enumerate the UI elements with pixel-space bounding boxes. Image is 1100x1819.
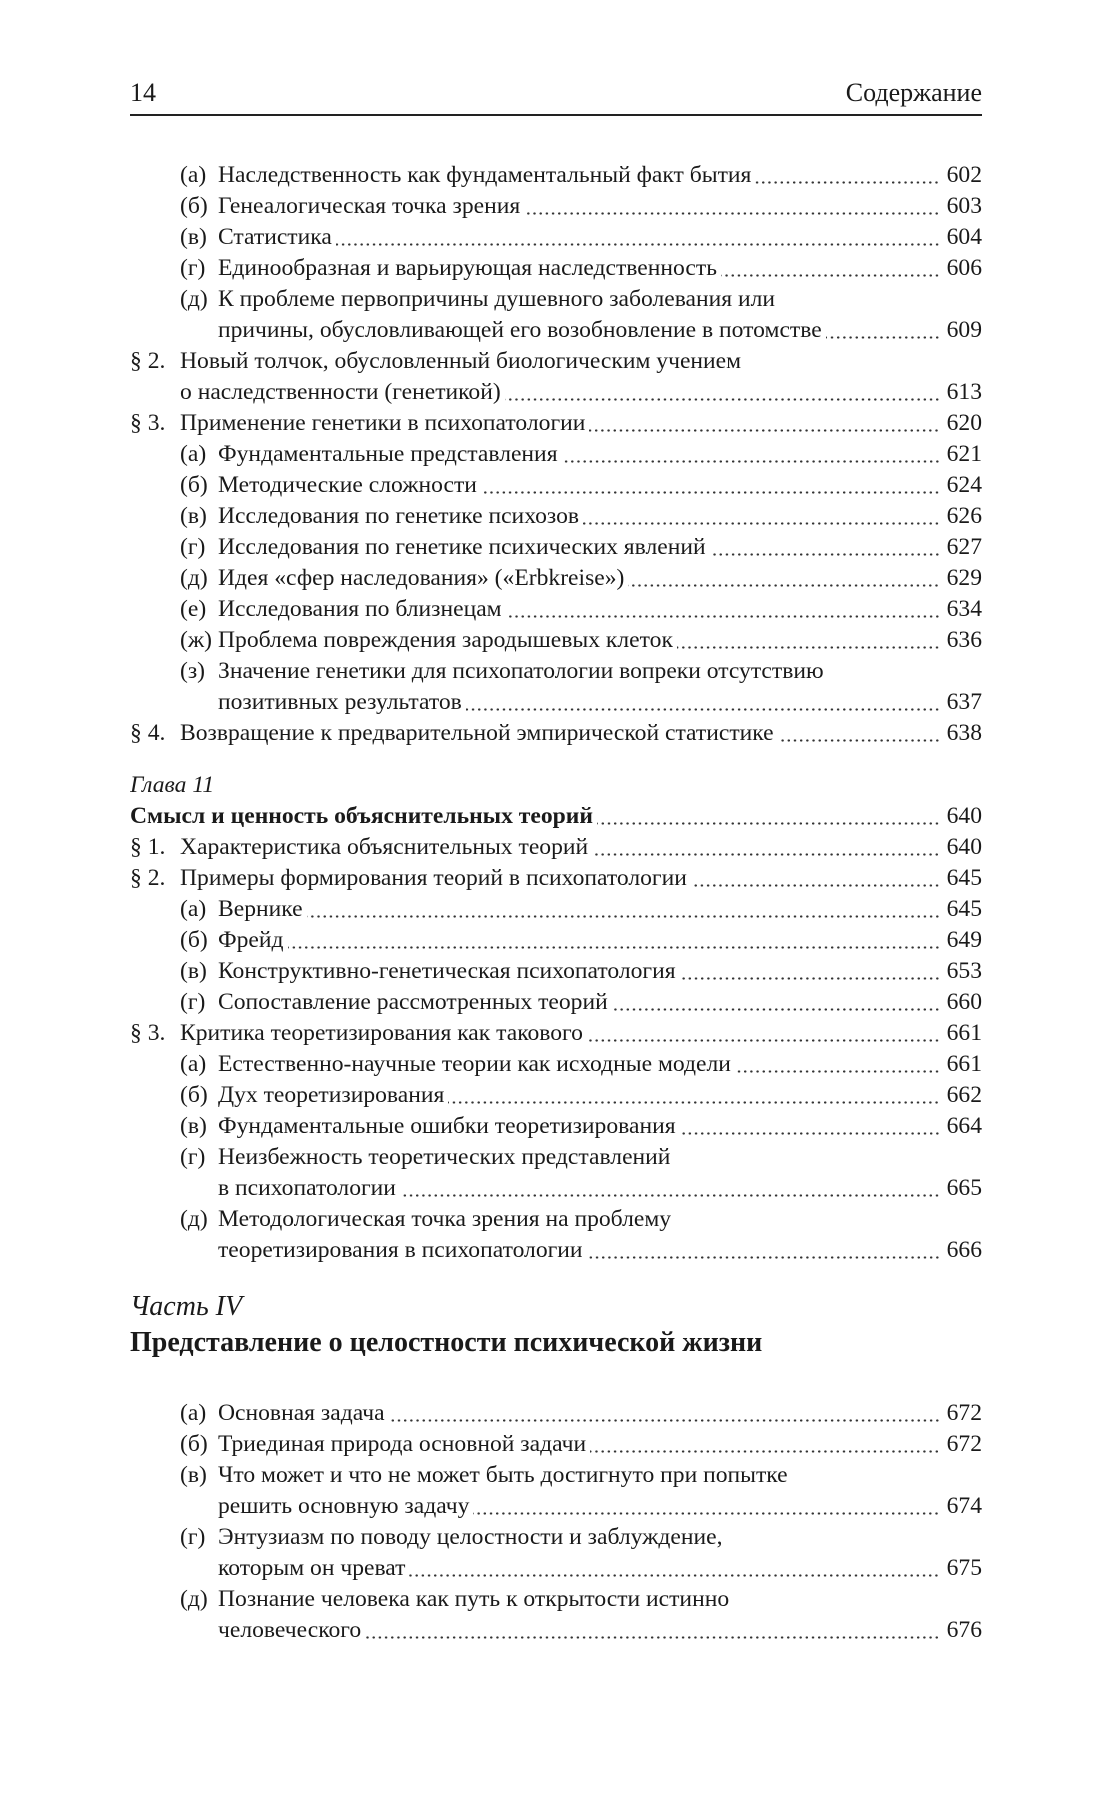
toc-section[interactable] — [130, 346, 982, 377]
toc-label: (д) — [180, 1206, 208, 1232]
toc-entry-continuation[interactable] — [130, 1615, 982, 1646]
toc-page: 604 — [946, 224, 982, 250]
toc-label: (г) — [180, 1144, 206, 1170]
toc-entry[interactable] — [130, 1204, 982, 1235]
toc-label: (а) — [180, 1051, 207, 1077]
leader-dots — [778, 739, 940, 742]
leader-dots — [589, 429, 940, 432]
toc-page: 638 — [946, 720, 982, 746]
toc-page: 674 — [946, 1493, 982, 1519]
toc-text: Проблема повреждения зародышевых клеток — [218, 627, 673, 653]
toc-entry[interactable] — [130, 625, 982, 656]
toc-label: (г) — [180, 534, 206, 560]
leader-dots — [448, 1101, 940, 1104]
chapter-title: Смысл и ценность объяснительных теорий — [130, 803, 593, 829]
leader-dots — [365, 1636, 940, 1639]
toc-text: Единообразная и варьирующая наследственность — [218, 255, 717, 281]
toc-text: Естественно-научные теории как исходные модели — [218, 1051, 731, 1077]
toc-page: 636 — [946, 627, 982, 653]
toc-entry-continuation[interactable] — [130, 687, 982, 718]
toc-label: (б) — [180, 472, 208, 498]
toc-page: 621 — [946, 441, 982, 467]
toc-text: Сопоставление рассмотренных теорий — [218, 989, 608, 1015]
toc-text: Применение генетики в психопатологии — [180, 410, 586, 436]
toc-entry[interactable] — [130, 1049, 982, 1080]
toc-entry-continuation[interactable] — [130, 1235, 982, 1266]
toc-section[interactable] — [130, 863, 982, 894]
toc-entry[interactable] — [130, 222, 982, 253]
running-title: Содержание — [845, 78, 982, 107]
toc-page: 627 — [946, 534, 982, 560]
toc-entry[interactable] — [130, 563, 982, 594]
chapter-heading: Глава 11 — [130, 772, 215, 798]
toc-page: 676 — [946, 1617, 982, 1643]
leader-dots — [680, 977, 940, 980]
toc-entry-continuation[interactable] — [130, 1491, 982, 1522]
toc-page: 675 — [946, 1555, 982, 1581]
leader-dots — [755, 181, 940, 184]
part-heading: Часть IV — [130, 1291, 243, 1322]
toc-text: Исследования по генетике психозов — [218, 503, 580, 529]
leader-dots — [336, 243, 940, 246]
toc-text: Познание человека как путь к открытости истинно — [218, 1586, 730, 1612]
toc-page: 626 — [946, 503, 982, 529]
section-label: § 3. — [130, 410, 166, 436]
toc-text: Примеры формирования теорий в психопатологии — [180, 865, 687, 891]
toc-page: 637 — [946, 689, 982, 715]
toc-entry[interactable] — [130, 987, 982, 1018]
toc-label: (б) — [180, 193, 208, 219]
toc-entry[interactable] — [130, 1080, 982, 1111]
toc-label: (е) — [180, 596, 207, 622]
toc-text: Статистика — [218, 224, 332, 250]
leader-dots — [505, 398, 940, 401]
toc-text: Основная задача — [218, 1400, 385, 1426]
toc-text: Энтузиазм по поводу целостности и заблуждение, — [218, 1524, 723, 1550]
page-number: 14 — [130, 78, 156, 107]
leader-dots — [680, 1132, 940, 1135]
toc-label: (в) — [180, 503, 207, 529]
toc-text: Фундаментальные представления — [218, 441, 558, 467]
toc-text: Генеалогическая точка зрения — [218, 193, 521, 219]
toc-label: (в) — [180, 1113, 207, 1139]
toc-section-continuation[interactable] — [130, 377, 982, 408]
toc-entry[interactable] — [130, 594, 982, 625]
toc-text: причины, обусловливающей его возобновление в потомстве — [218, 317, 822, 343]
toc-entry[interactable] — [130, 1429, 982, 1460]
toc-page: 629 — [946, 565, 982, 591]
toc-page: 609 — [946, 317, 982, 343]
leader-dots — [612, 1008, 940, 1011]
toc-page: 634 — [946, 596, 982, 622]
toc-text: Методологическая точка зрения на проблему — [218, 1206, 672, 1232]
toc-page: 664 — [946, 1113, 982, 1139]
toc-label: (а) — [180, 162, 207, 188]
toc-entry[interactable] — [130, 160, 982, 191]
toc-text: К проблеме первопричины душевного заболевания или — [218, 286, 776, 312]
toc-label: (а) — [180, 896, 207, 922]
leader-dots — [691, 884, 940, 887]
chapter-title-entry[interactable] — [130, 801, 982, 832]
toc-text: Значение генетики для психопатологии вопреки отсутствию — [218, 658, 824, 684]
section-label: § 3. — [130, 1020, 166, 1046]
leader-dots — [592, 853, 940, 856]
toc-text: Триединая природа основной задачи — [218, 1431, 587, 1457]
toc-page: 653 — [946, 958, 982, 984]
toc-text: Критика теоретизирования как такового — [180, 1020, 583, 1046]
toc-page: 649 — [946, 927, 982, 953]
toc-section[interactable] — [130, 832, 982, 863]
toc-entry[interactable] — [130, 1142, 982, 1173]
toc-page: 672 — [946, 1400, 982, 1426]
section-label: § 2. — [130, 348, 166, 374]
toc-label: (б) — [180, 927, 208, 953]
toc-page: 606 — [946, 255, 982, 281]
toc-entry[interactable] — [130, 656, 982, 687]
leader-dots — [587, 1256, 940, 1259]
toc-text: Наследственность как фундаментальный факт бытия — [218, 162, 752, 188]
toc-text: Дух теоретизирования — [218, 1082, 445, 1108]
leader-dots — [590, 1450, 940, 1453]
toc-text: Вернике — [218, 896, 303, 922]
toc-text: о наследственности (генетикой) — [180, 379, 501, 405]
toc-label: (в) — [180, 224, 207, 250]
leader-dots — [721, 274, 940, 277]
toc-entry-continuation[interactable] — [130, 315, 982, 346]
toc-entry[interactable] — [130, 470, 982, 501]
toc-text: Неизбежность теоретических представлений — [218, 1144, 671, 1170]
leader-dots — [562, 460, 940, 463]
toc-label: (б) — [180, 1082, 208, 1108]
toc-page: 661 — [946, 1051, 982, 1077]
part-title: Представление о целостности психической жизни — [130, 1327, 763, 1358]
toc-entry[interactable] — [130, 925, 982, 956]
leader-dots — [481, 491, 940, 494]
toc-text: теоретизирования в психопатологии — [218, 1237, 583, 1263]
toc-entry[interactable] — [130, 253, 982, 284]
leader-dots — [587, 1039, 940, 1042]
toc-section[interactable] — [130, 718, 982, 749]
toc-page: 665 — [946, 1175, 982, 1201]
toc-entry[interactable] — [130, 1111, 982, 1142]
toc-entry[interactable] — [130, 191, 982, 222]
toc-text: Исследования по генетике психических явлений — [218, 534, 706, 560]
toc-entry[interactable] — [130, 956, 982, 987]
leader-dots — [400, 1194, 940, 1197]
toc-entry-continuation[interactable] — [130, 1553, 982, 1584]
toc-label: (г) — [180, 989, 206, 1015]
toc-text: Фундаментальные ошибки теоретизирования — [218, 1113, 676, 1139]
toc-text: Характеристика объяснительных теорий — [180, 834, 589, 860]
toc-label: (д) — [180, 1586, 208, 1612]
toc-text: человеческого — [218, 1617, 362, 1643]
toc-page: 620 — [946, 410, 982, 436]
leader-dots — [826, 336, 940, 339]
toc-page: 640 — [946, 834, 982, 860]
leader-dots — [677, 646, 940, 649]
toc-entry[interactable] — [130, 1460, 982, 1491]
toc-text: Новый толчок, обусловленный биологическим учением — [180, 348, 742, 374]
toc-text: Возвращение к предварительной эмпирической статистике — [180, 720, 774, 746]
toc-text: Фрейд — [218, 927, 284, 953]
toc-section[interactable] — [130, 1018, 982, 1049]
toc-text: позитивных результатов — [218, 689, 462, 715]
toc-label: (з) — [180, 658, 206, 684]
toc-text: которым он чреват — [218, 1555, 406, 1581]
toc-label: (г) — [180, 1524, 206, 1550]
toc-entry[interactable] — [130, 439, 982, 470]
toc-entry[interactable] — [130, 894, 982, 925]
toc-page: 672 — [946, 1431, 982, 1457]
leader-dots — [628, 584, 940, 587]
leader-dots — [389, 1419, 940, 1422]
leader-dots — [409, 1574, 940, 1577]
toc-page: 624 — [946, 472, 982, 498]
toc-entry[interactable] — [130, 532, 982, 563]
leader-dots — [583, 522, 940, 525]
toc-page: 666 — [946, 1237, 982, 1263]
toc-page: 602 — [946, 162, 982, 188]
leader-dots — [524, 212, 940, 215]
toc-page: 613 — [946, 379, 982, 405]
toc-text: Идея «сфер наследования» («Erbkreise») — [218, 565, 625, 591]
leader-dots — [735, 1070, 940, 1073]
toc-section[interactable] — [130, 408, 982, 439]
section-label: § 4. — [130, 720, 166, 746]
toc-entry[interactable] — [130, 1398, 982, 1429]
toc-label: (д) — [180, 286, 208, 312]
section-label: § 1. — [130, 834, 166, 860]
section-label: § 2. — [130, 865, 166, 891]
toc-page: 662 — [946, 1082, 982, 1108]
toc-page: 660 — [946, 989, 982, 1015]
toc-label: (в) — [180, 1462, 207, 1488]
leader-dots — [466, 708, 940, 711]
toc-label: (б) — [180, 1431, 208, 1457]
header-rule — [130, 114, 982, 116]
leader-dots — [473, 1512, 940, 1515]
toc-entry[interactable] — [130, 501, 982, 532]
leader-dots — [710, 553, 940, 556]
toc-label: (в) — [180, 958, 207, 984]
toc-text: Исследования по близнецам — [218, 596, 502, 622]
toc-label: (д) — [180, 565, 208, 591]
leader-dots — [506, 615, 940, 618]
toc-page: 661 — [946, 1020, 982, 1046]
toc-page: 640 — [946, 803, 982, 829]
toc-entry[interactable] — [130, 1522, 982, 1553]
toc-label: (г) — [180, 255, 206, 281]
toc-text: Методические сложности — [218, 472, 477, 498]
toc-text: Что может и что не может быть достигнуто при попытке — [218, 1462, 788, 1488]
toc-entry-continuation[interactable] — [130, 1173, 982, 1204]
toc-page: 645 — [946, 896, 982, 922]
toc-page: 645 — [946, 865, 982, 891]
toc-text: в психопатологии — [218, 1175, 396, 1201]
page-header — [130, 78, 982, 108]
leader-dots — [288, 946, 940, 949]
leader-dots — [597, 822, 940, 825]
toc-label: (а) — [180, 441, 207, 467]
toc-label: (а) — [180, 1400, 207, 1426]
toc-page: 603 — [946, 193, 982, 219]
toc-text: решить основную задачу — [218, 1493, 470, 1519]
toc-entry[interactable] — [130, 1584, 982, 1615]
toc-entry[interactable] — [130, 284, 982, 315]
toc-text: Конструктивно-генетическая психопатология — [218, 958, 676, 984]
leader-dots — [307, 915, 940, 918]
toc-label: (ж) — [180, 627, 213, 653]
